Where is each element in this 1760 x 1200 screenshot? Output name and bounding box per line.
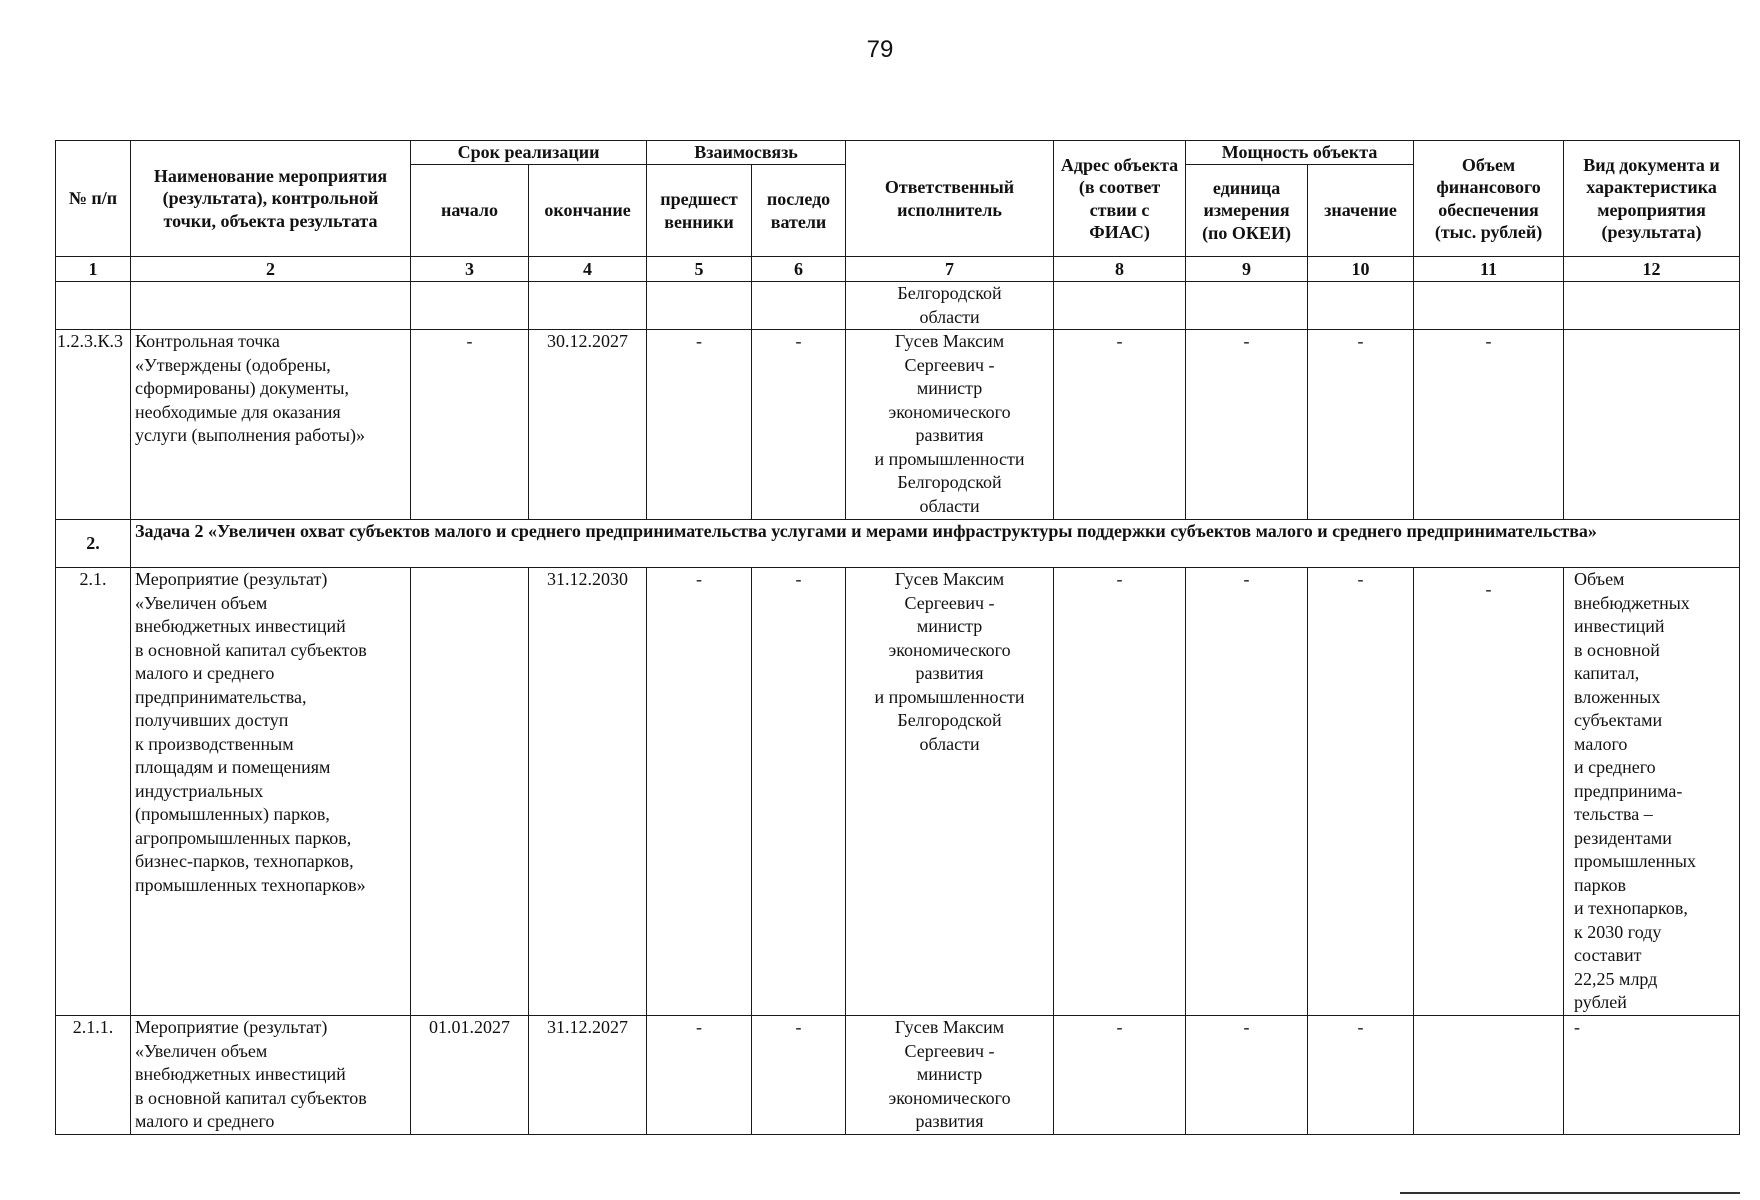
cell-doc-type: - xyxy=(1564,1016,1740,1135)
cell-end: 31.12.2027 xyxy=(529,1016,647,1135)
table-row-task-2 xyxy=(56,520,1740,568)
header-start: начало xyxy=(411,165,529,257)
header-finance: Объем финансового обеспечения (тыс. рублей) xyxy=(1414,141,1564,257)
cell-start: 01.01.2027 xyxy=(411,1016,529,1135)
column-number: 11 xyxy=(1414,257,1564,282)
header-unit: единица измерения (по ОКЕИ) xyxy=(1186,165,1308,257)
cell-empty xyxy=(411,282,529,330)
header-num: № п/п xyxy=(56,141,131,257)
cell-predecessors: - xyxy=(647,1016,752,1135)
cell-responsible: Белгородской области xyxy=(846,282,1054,330)
cell-finance: - xyxy=(1414,330,1564,520)
cell-start: - xyxy=(411,330,529,520)
cell-empty xyxy=(131,282,411,330)
activity-plan-table xyxy=(55,140,1740,1135)
cell-empty xyxy=(529,282,647,330)
column-number: 8 xyxy=(1054,257,1186,282)
cell-task-title: Задача 2 «Увеличен охват субъектов малого и среднего предпринимательства услугами и мерами инфраструктуры поддержки субъектов малого и среднего предпринимательства» xyxy=(131,520,1740,568)
cell-name: Мероприятие (результат) «Увеличен объем внебюджетных инвестиций в основной капитал субъектов малого и среднего xyxy=(131,1016,411,1135)
cell-end: 31.12.2030 xyxy=(529,568,647,1016)
header-row-top xyxy=(56,141,1740,165)
cell-responsible: Гусев Максим Сергеевич - министр экономического развития и промышленности Белгородской области xyxy=(846,568,1054,1016)
column-number: 1 xyxy=(56,257,131,282)
cell-responsible: Гусев Максим Сергеевич - министр экономического развития и промышленности Белгородской области xyxy=(846,330,1054,520)
cell-doc-type xyxy=(1564,330,1740,520)
cell-value: - xyxy=(1308,568,1414,1016)
header-name: Наименование мероприятия (результата), контрольной точки, объекта результата xyxy=(131,141,411,257)
table-row-1-2-3-k3 xyxy=(56,330,1740,520)
cell-unit: - xyxy=(1186,1016,1308,1135)
cell-address: - xyxy=(1054,568,1186,1016)
column-number: 3 xyxy=(411,257,529,282)
page-edge-line xyxy=(1400,1192,1740,1194)
column-number: 6 xyxy=(752,257,846,282)
header-successors: последо ватели xyxy=(752,165,846,257)
header-period-group: Срок реализации xyxy=(411,141,647,165)
header-address: Адрес объекта (в соответ ствии с ФИАС) xyxy=(1054,141,1186,257)
cell-successors: - xyxy=(752,1016,846,1135)
cell-value: - xyxy=(1308,1016,1414,1135)
cell-end: 30.12.2027 xyxy=(529,330,647,520)
cell-successors: - xyxy=(752,330,846,520)
cell-doc-type: Объем внебюджетных инвестиций в основной капитал, вложенных субъектами малого и среднего предпринима- тельства – резидентами промышленных парков и технопарков, к 2030 году составит 22,25 млрд рублей xyxy=(1564,568,1740,1016)
cell-address: - xyxy=(1054,330,1186,520)
cell-name: Контрольная точка «Утверждены (одобрены, сформированы) документы, необходимые для оказания услуги (выполнения работы)» xyxy=(131,330,411,520)
cell-start xyxy=(411,568,529,1016)
cell-successors: - xyxy=(752,568,846,1016)
header-end: окончание xyxy=(529,165,647,257)
table-row-continuation xyxy=(56,282,1740,330)
column-number: 4 xyxy=(529,257,647,282)
header-value: значение xyxy=(1308,165,1414,257)
cell-num: 2.1.1. xyxy=(56,1016,131,1135)
table-row-2-1 xyxy=(56,568,1740,1016)
header-doc-type: Вид документа и характеристика мероприятия (результата) xyxy=(1564,141,1740,257)
column-number: 2 xyxy=(131,257,411,282)
header-responsible: Ответственный исполнитель xyxy=(846,141,1054,257)
column-number: 9 xyxy=(1186,257,1308,282)
cell-name: Мероприятие (результат) «Увеличен объем внебюджетных инвестиций в основной капитал субъектов малого и среднего предпринимательства, получивших доступ к производственным площадям и помещениям индустриальных (промышленных) парков, агропромышленных парков, бизнес-парков, технопарков, промышленных технопарков» xyxy=(131,568,411,1016)
cell-num: 2. xyxy=(56,520,131,568)
cell-empty xyxy=(56,282,131,330)
page-number: 79 xyxy=(866,36,894,63)
header-capacity-group: Мощность объекта xyxy=(1186,141,1414,165)
cell-empty xyxy=(647,282,752,330)
cell-address: - xyxy=(1054,1016,1186,1135)
cell-unit: - xyxy=(1186,330,1308,520)
cell-empty xyxy=(1308,282,1414,330)
cell-empty xyxy=(1186,282,1308,330)
cell-unit: - xyxy=(1186,568,1308,1016)
cell-empty xyxy=(752,282,846,330)
cell-empty xyxy=(1054,282,1186,330)
cell-num: 1.2.3.К.3 xyxy=(56,330,131,520)
column-number: 10 xyxy=(1308,257,1414,282)
header-links-group: Взаимосвязь xyxy=(647,141,846,165)
cell-finance xyxy=(1414,1016,1564,1135)
cell-value: - xyxy=(1308,330,1414,520)
cell-responsible: Гусев Максим Сергеевич - министр экономического развития xyxy=(846,1016,1054,1135)
cell-empty xyxy=(1564,282,1740,330)
table-row-2-1-1 xyxy=(56,1016,1740,1135)
column-numbers-row xyxy=(56,257,1740,282)
cell-predecessors: - xyxy=(647,568,752,1016)
cell-num: 2.1. xyxy=(56,568,131,1016)
header-predecessors: предшест венники xyxy=(647,165,752,257)
cell-finance: - xyxy=(1414,568,1564,1016)
cell-predecessors: - xyxy=(647,330,752,520)
column-number: 12 xyxy=(1564,257,1740,282)
column-number: 7 xyxy=(846,257,1054,282)
column-number: 5 xyxy=(647,257,752,282)
cell-empty xyxy=(1414,282,1564,330)
